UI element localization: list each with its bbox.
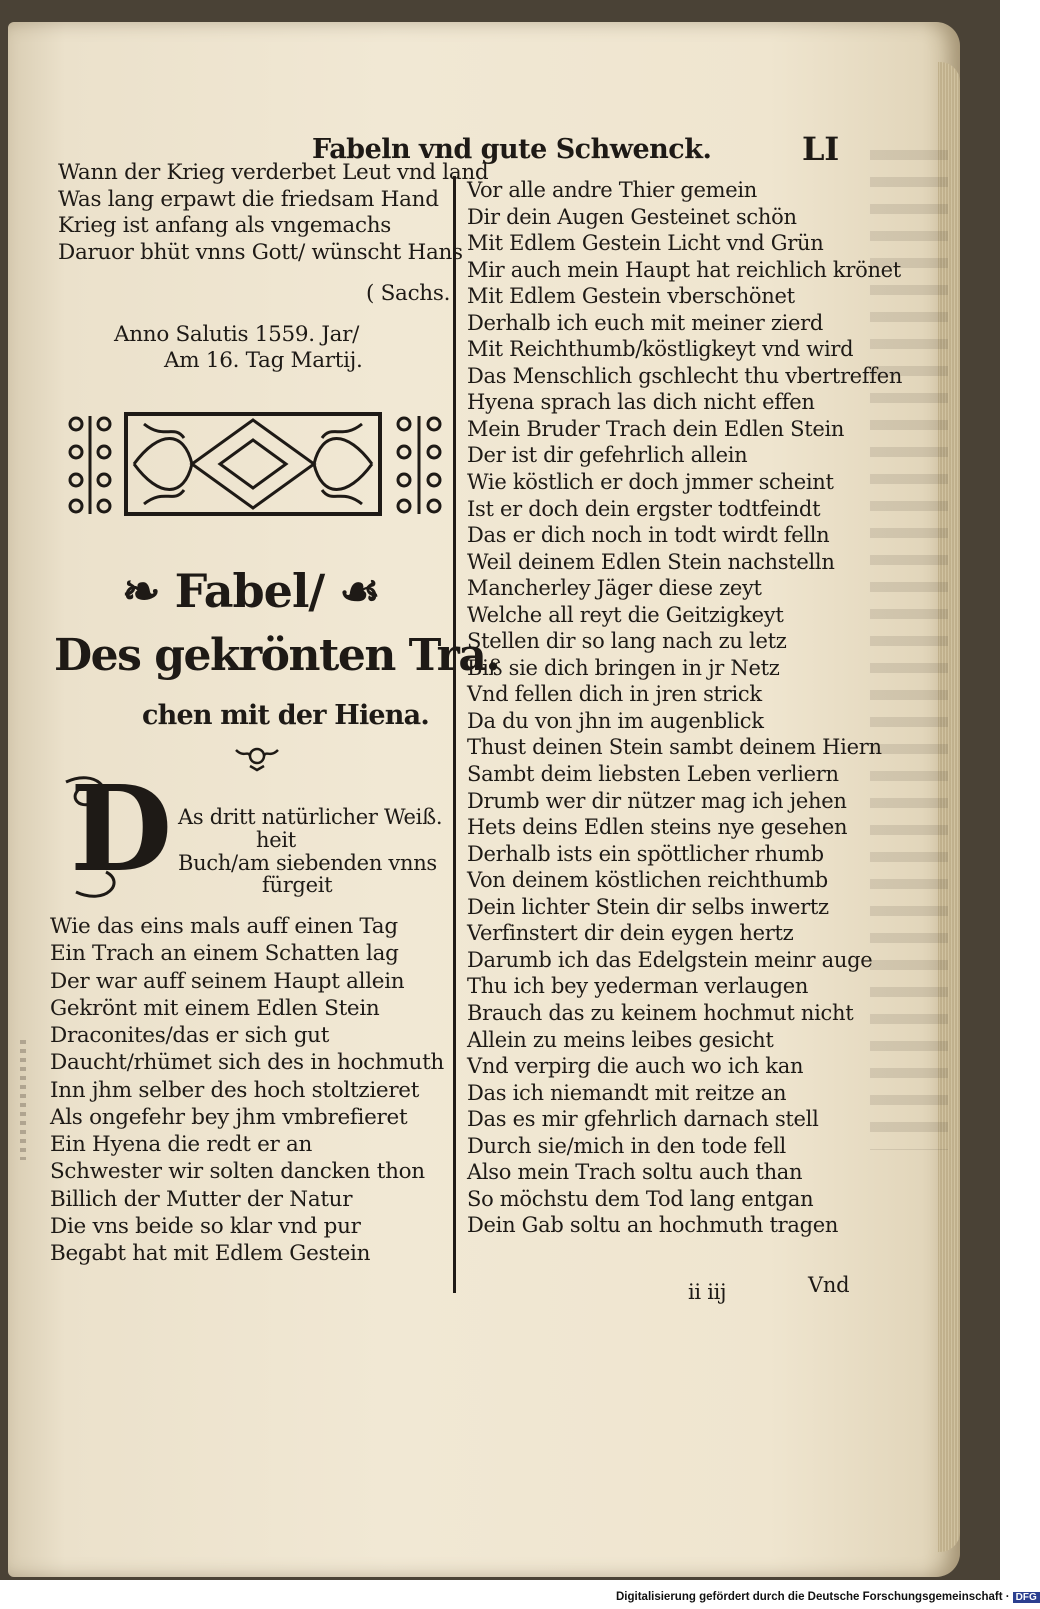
- verse-line: Thust deinen Stein sambt deinem Hiern: [467, 735, 882, 760]
- verse-line: Vnd fellen dich in jren strick: [467, 682, 762, 707]
- verse-line: Ein Trach an einem Schatten lag: [50, 941, 399, 967]
- verse-line: heit: [256, 827, 296, 852]
- verse-line: Wie das eins mals auff einen Tag: [50, 914, 398, 939]
- small-ornament-icon: [232, 742, 282, 772]
- verse-line: Derhalb ists ein spöttlicher rhumb: [467, 841, 824, 866]
- fable-subtitle-line2: chen mit der Hiena.: [142, 700, 429, 731]
- verse-line: Durch sie/mich in den tode fell: [467, 1133, 786, 1158]
- verse-line: So möchstu dem Tod lang entgan: [467, 1186, 814, 1211]
- dfg-logo-icon: DFG: [1013, 1592, 1040, 1603]
- initial-letter: D: [70, 759, 173, 898]
- fable-subtitle-line1: Des gekrönten Tra.: [54, 630, 500, 681]
- verse-line: Wie köstlich er doch jmmer scheint: [467, 470, 834, 495]
- verse-line: Von deinem köstlichen reichthumb: [467, 868, 828, 893]
- verse-line: Vnd verpirg die auch wo ich kan: [467, 1054, 804, 1079]
- running-title: Fabeln vnd gute Schwenck.: [312, 134, 712, 165]
- verse-line: Ein Hyena die redt er an: [50, 1132, 313, 1157]
- column-rule: [453, 176, 456, 1293]
- left-body-verses: [50, 913, 444, 1267]
- signature-mark: ii iij: [688, 1280, 727, 1304]
- verse-line: Also mein Trach soltu auch than: [467, 1160, 803, 1185]
- verse-line: Wann der Krieg verderbet Leut vnd land: [58, 160, 489, 185]
- verse-line: Hyena sprach las dich nicht effen: [467, 390, 815, 415]
- verse-line: Was lang erpawt die friedsam Hand: [58, 186, 439, 212]
- leaf-ornament-icon: ❧: [122, 564, 175, 618]
- verse-line: Thu ich bey yederman verlaugen: [467, 974, 809, 999]
- drop-cap-lines: [178, 806, 442, 897]
- verse-line: Verfinstert dir dein eygen hertz: [467, 921, 794, 946]
- verse-line: Der war auff seinem Haupt allein: [50, 968, 405, 994]
- verse-line: Mit Edlem Gestein Licht vnd Grün: [467, 231, 824, 256]
- verse-line: Mit Edlem Gestein vberschönet: [467, 284, 795, 309]
- catchword: Vnd: [808, 1273, 850, 1297]
- verse-line: Inn jhm selber des hoch stoltzieret: [50, 1077, 420, 1103]
- verse-line: Hets deins Edlen steins nye gesehen: [467, 815, 848, 840]
- verse-line: Stellen dir so lang nach zu letz: [467, 629, 787, 654]
- verse-line: Allein zu meins leibes gesicht: [467, 1027, 774, 1052]
- verse-line: Mit Reichthumb/köstligkeyt vnd wird: [467, 337, 854, 362]
- author-name-continuation: ( Sachs.: [366, 281, 451, 306]
- verse-line: Die vns beide so klar vnd pur: [50, 1213, 361, 1239]
- verse-line: Begabt hat mit Edlem Gestein: [50, 1241, 371, 1266]
- verse-line: Brauch das zu keinem hochmut nicht: [467, 1000, 854, 1025]
- verse-line: Mein Bruder Trach dein Edlen Stein: [467, 416, 845, 441]
- verse-line: Das ich niemandt mit reitze an: [467, 1080, 787, 1105]
- verse-line: Schwester wir solten dancken thon: [50, 1159, 425, 1185]
- show-through: [20, 1040, 26, 1160]
- verse-line: Vor alle andre Thier gemein: [467, 178, 758, 202]
- verse-line: Welche all reyt die Geitzigkeyt: [467, 602, 784, 627]
- date-line: Anno Salutis 1559. Jar/: [114, 322, 360, 347]
- right-column-verses: [467, 177, 902, 1239]
- verse-line: Da du von jhn im augenblick: [467, 708, 764, 733]
- verse-line: As dritt natürlicher Weiß.: [178, 805, 443, 829]
- verse-line: Das Menschlich gschlecht thu vbertreffen: [467, 363, 903, 388]
- ornament-band: [64, 410, 450, 520]
- verse-line: Billich der Mutter der Natur: [50, 1186, 353, 1212]
- date-line: Am 16. Tag Martij.: [164, 348, 363, 373]
- verse-line: Weil deinem Edlen Stein nachstelln: [467, 549, 835, 574]
- fleuron-left-icon: [70, 416, 110, 514]
- left-top-verses: [58, 160, 488, 266]
- verse-line: Ist er doch dein ergster todtfeindt: [467, 496, 821, 521]
- verse-line: Biß sie dich bringen in jr Netz: [467, 655, 780, 680]
- verse-line: Draconites/das er sich gut: [50, 1023, 330, 1048]
- fable-heading: [122, 564, 379, 618]
- verse-line: Daucht/rhümet sich des in hochmuth: [50, 1050, 444, 1076]
- fable-title: Fabel/: [174, 564, 325, 618]
- verse-line: Das er dich noch in todt wirdt felln: [467, 523, 830, 548]
- verse-line: Gekrönt mit einem Edlen Stein: [50, 995, 380, 1021]
- folio-number: LI: [802, 130, 839, 168]
- digitization-credit: [616, 1591, 1040, 1603]
- leaf-ornament-icon: ☙: [324, 564, 380, 618]
- verse-line: Buch/am siebenden vnns: [178, 850, 437, 875]
- verse-line: Mir auch mein Haupt hat reichlich krönet: [467, 257, 901, 282]
- credit-text: Digitalisierung gefördert durch die Deutsche Forschungsgemeinschaft ·: [616, 1591, 1010, 1603]
- verse-line: Als ongefehr bey jhm vmbrefieret: [50, 1104, 408, 1130]
- fleuron-right-icon: [398, 416, 440, 514]
- verse-line: Dir dein Augen Gesteinet schön: [467, 204, 797, 229]
- verse-line: Mancherley Jäger diese zeyt: [467, 576, 762, 601]
- verse-line: Derhalb ich euch mit meiner zierd: [467, 310, 824, 335]
- verse-line: Das es mir gfehrlich darnach stell: [467, 1107, 819, 1132]
- verse-line: Krieg ist anfang als vngemachs: [58, 213, 391, 239]
- verse-line: Drumb wer dir nützer mag ich jehen: [467, 788, 847, 813]
- verse-line: Der ist dir gefehrlich allein: [467, 443, 748, 468]
- verse-line: Daruor bhüt vnns Gott/ wünscht Hans: [58, 239, 463, 265]
- verse-line: Darumb ich das Edelgstein meinr auge: [467, 947, 873, 972]
- verse-line: Sambt deim liebsten Leben verliern: [467, 762, 839, 787]
- verse-line: Dein lichter Stein dir selbs inwertz: [467, 894, 829, 919]
- verse-line: fürgeit: [262, 873, 333, 898]
- verse-line: Dein Gab soltu an hochmuth tragen: [467, 1213, 839, 1238]
